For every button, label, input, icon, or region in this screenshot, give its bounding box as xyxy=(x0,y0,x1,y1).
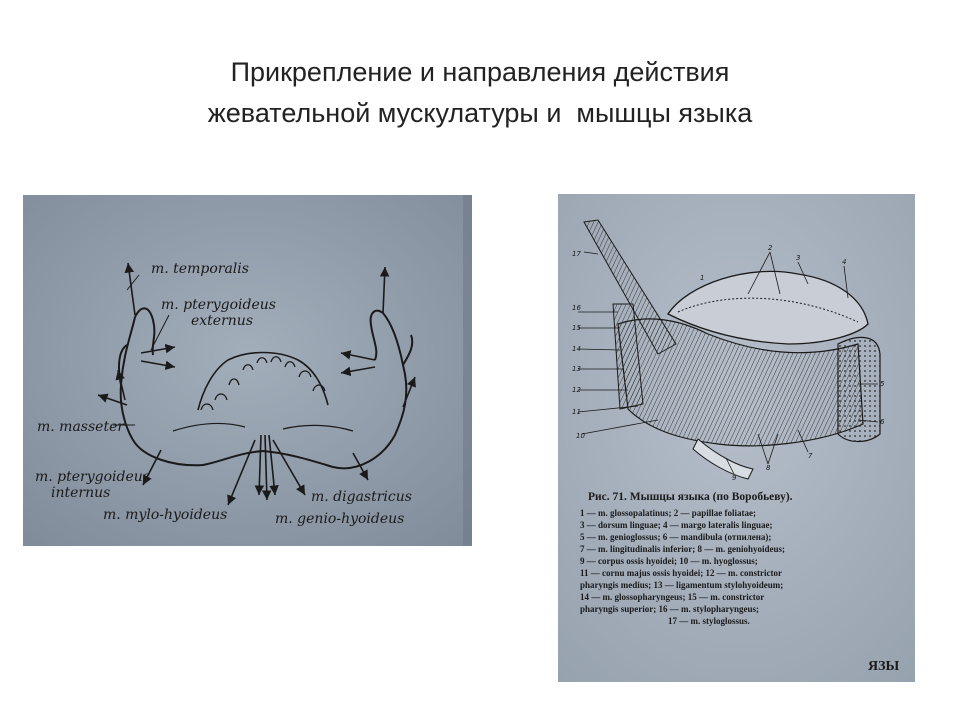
label-mylohyoideus: m. mylo-hyoideus xyxy=(103,507,228,523)
slide-title-line-1: Прикрепление и направления действия xyxy=(230,57,730,87)
label-pterygoideus-internus-2: internus xyxy=(51,485,111,501)
tongue-drawing xyxy=(558,194,915,682)
marker-6: 6 xyxy=(880,418,885,426)
legend-line: 1 — m. glossopalatinus; 2 — papillae foliatae; xyxy=(580,508,757,518)
label-digastricus: m. digastricus xyxy=(311,489,412,505)
label-pterygoideus-externus-1: m. pterygoideus xyxy=(161,297,276,313)
legend-line: 11 — cornu majus ossis hyoidei; 12 — m. constrictor xyxy=(580,568,782,578)
marker-5: 5 xyxy=(880,380,885,388)
legend-line: 9 — corpus ossis hyoidei; 10 — m. hyoglossus; xyxy=(580,556,758,566)
legend-line: 3 — dorsum linguae; 4 — margo lateralis linguae; xyxy=(580,520,773,530)
legend-line: 14 — m. glossopharyngeus; 15 — m. constrictor xyxy=(580,592,765,602)
figure-caption-title: Рис. 71. Мышцы языка (по Воробьеву). xyxy=(588,491,793,503)
marker-15: 15 xyxy=(572,324,581,332)
marker-11: 11 xyxy=(572,408,581,416)
page-fragment-text: ЯЗЫ xyxy=(868,659,900,674)
marker-12: 12 xyxy=(572,386,581,394)
marker-1: 1 xyxy=(700,274,705,282)
legend-line: 7 — m. lingitudinalis inferior; 8 — m. geniohyoideus; xyxy=(580,544,786,554)
marker-13: 13 xyxy=(572,365,581,373)
label-geniohyoideus: m. genio-hyoideus xyxy=(275,511,405,527)
label-temporalis: m. temporalis xyxy=(151,261,249,277)
label-pterygoideus-externus-2: externus xyxy=(191,313,254,329)
marker-10: 10 xyxy=(576,432,585,440)
legend-line: 5 — m. genioglossus; 6 — mandibula (отпилена); xyxy=(580,532,772,542)
slide-title-line-2: жевательной мускулатуры и мышцы языка xyxy=(207,98,753,128)
slide-title xyxy=(0,52,960,134)
mandible-drawing xyxy=(23,195,472,546)
tongue-muscles-figure xyxy=(558,194,915,682)
marker-14: 14 xyxy=(572,345,581,353)
legend-line: pharyngis superior; 16 — m. stylopharyngeus; xyxy=(580,604,760,614)
marker-7: 7 xyxy=(808,452,813,460)
marker-4: 4 xyxy=(842,258,847,266)
marker-17: 17 xyxy=(572,250,581,258)
marker-2: 2 xyxy=(768,244,773,252)
label-masseter: m. masseter xyxy=(37,419,125,435)
marker-8: 8 xyxy=(766,464,771,472)
marker-3: 3 xyxy=(796,254,801,262)
legend-line: pharyngis medius; 13 — ligamentum stylohyoideum; xyxy=(580,580,784,590)
marker-9: 9 xyxy=(732,474,737,482)
legend-line: 17 — m. styloglossus. xyxy=(668,616,750,626)
mandible-muscles-figure xyxy=(23,195,472,546)
label-pterygoideus-internus-1: m. pterygoideus xyxy=(35,469,150,485)
marker-16: 16 xyxy=(572,304,581,312)
